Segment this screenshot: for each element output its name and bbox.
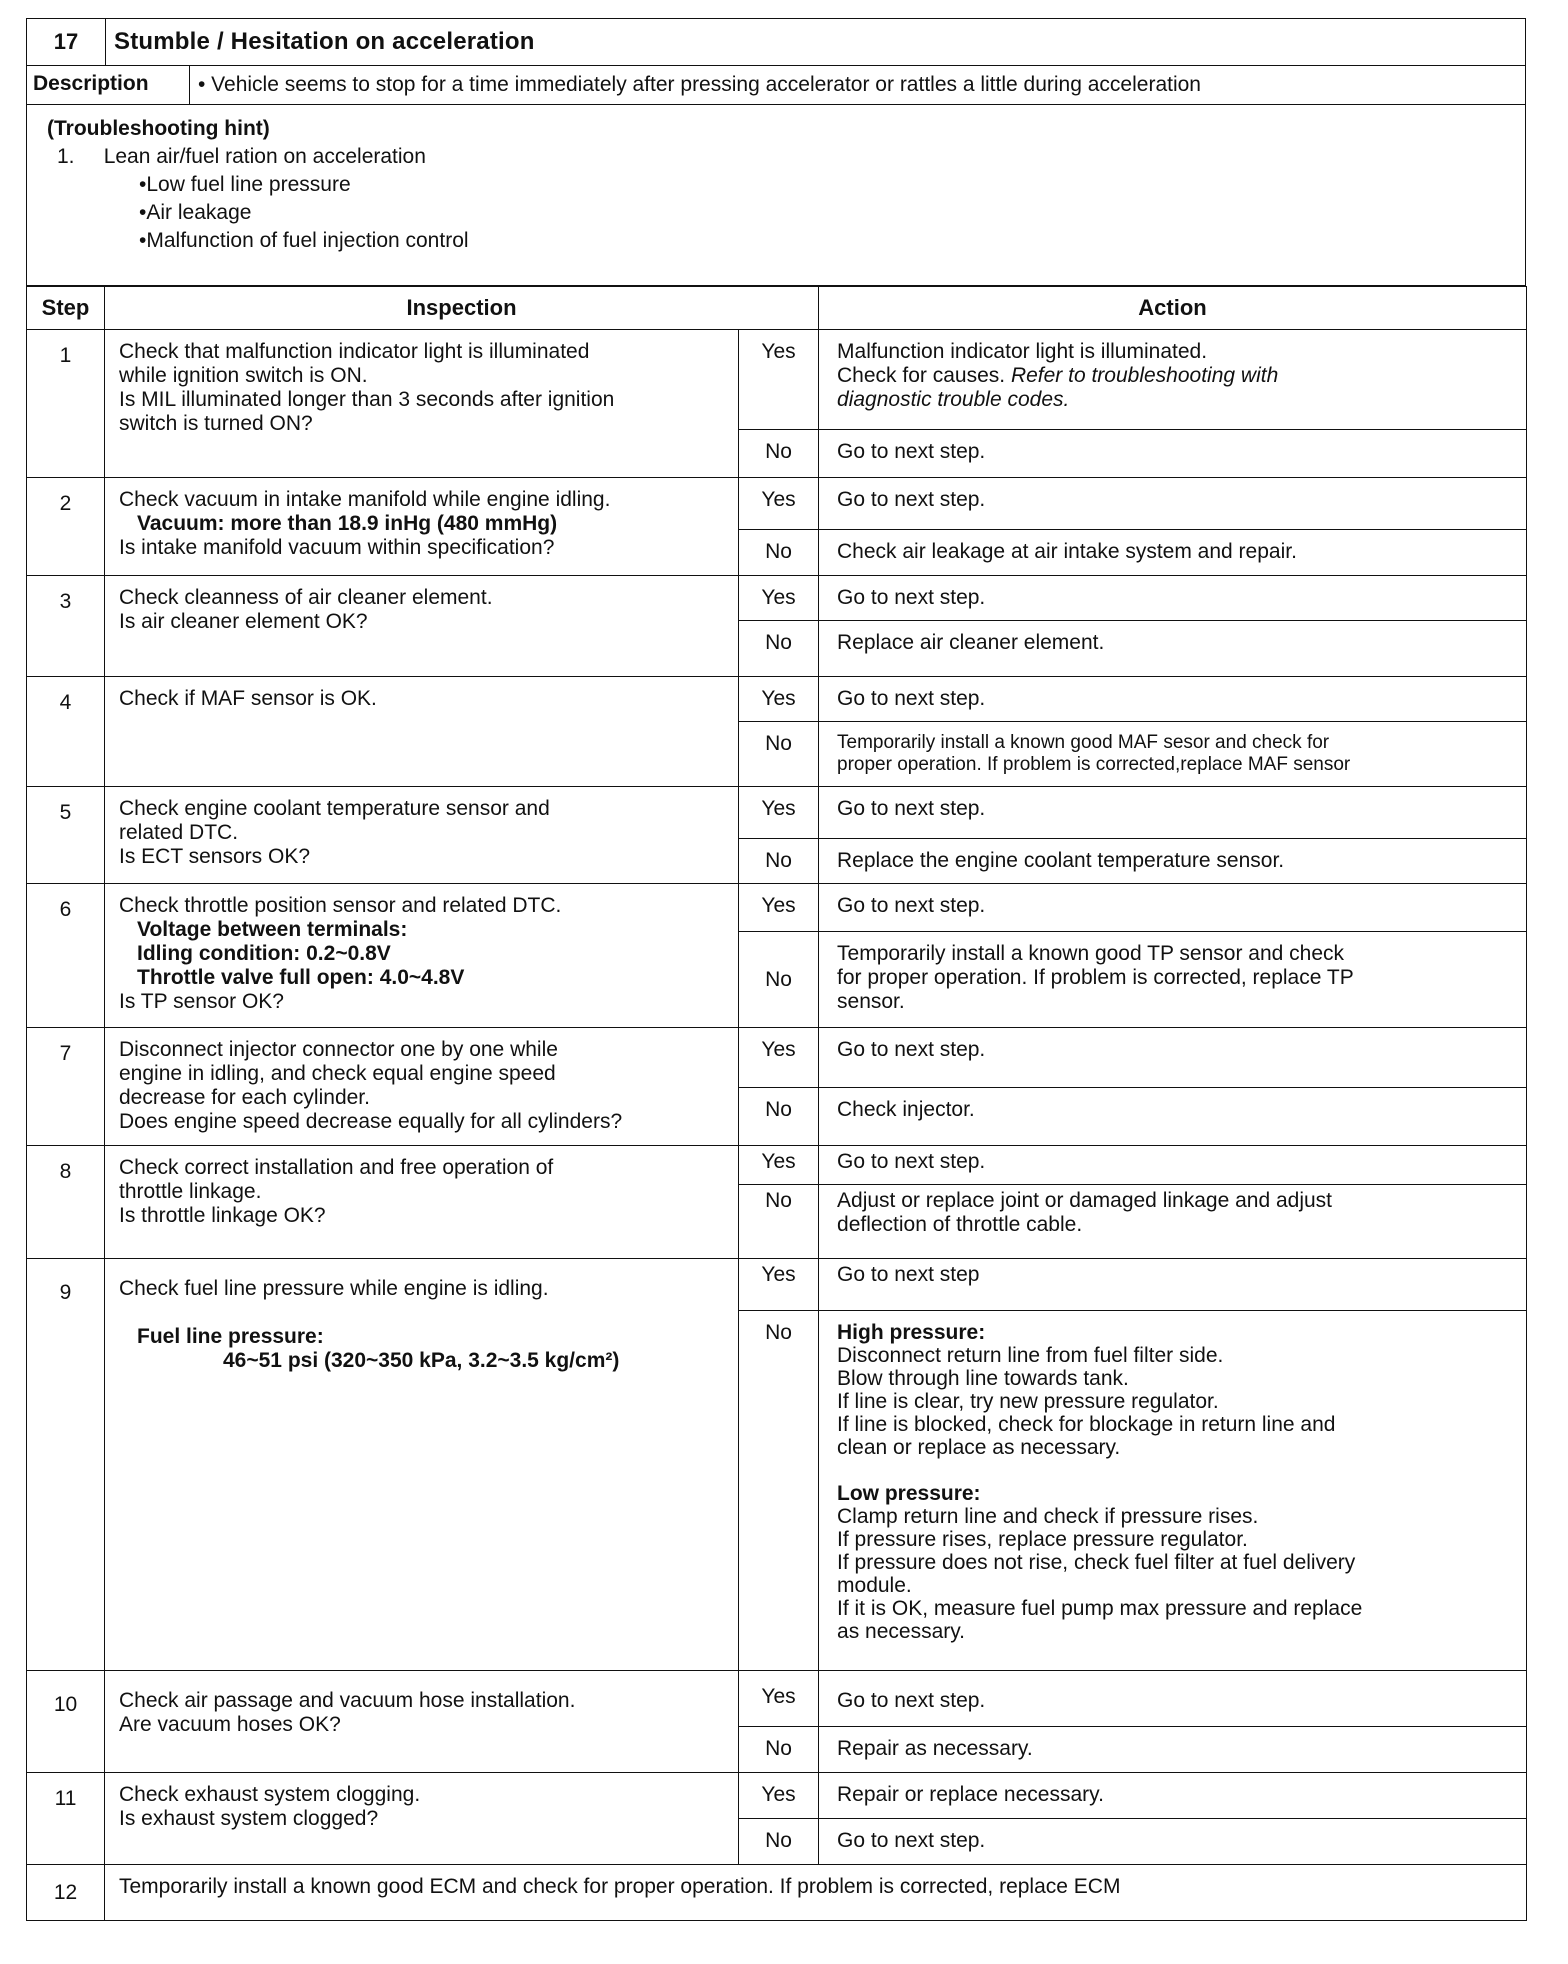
step-inspection: Check exhaust system clogging. Is exhaust system clogged? xyxy=(105,1773,739,1865)
step-inspection: Check correct installation and free operation of throttle linkage. Is throttle linkage OK? xyxy=(105,1146,739,1259)
no-action: Repair as necessary. xyxy=(819,1727,1527,1773)
step-inspection: Check engine coolant temperature sensor and related DTC. Is ECT sensors OK? xyxy=(105,787,739,884)
step-number: 8 xyxy=(27,1146,105,1259)
no-label: No xyxy=(739,621,819,677)
yes-label: Yes xyxy=(739,677,819,722)
no-label: No xyxy=(739,530,819,576)
no-label: No xyxy=(739,932,819,1028)
no-action: Go to next step. xyxy=(819,1819,1527,1865)
step-number: 9 xyxy=(27,1259,105,1671)
no-label: No xyxy=(739,1311,819,1671)
yes-action: Go to next step. xyxy=(819,576,1527,621)
yes-label: Yes xyxy=(739,884,819,932)
yes-label: Yes xyxy=(739,1146,819,1185)
no-label: No xyxy=(739,1185,819,1259)
no-action: Temporarily install a known good TP sensor and check for proper operation. If problem is corrected, replace TP sensor. xyxy=(819,932,1527,1028)
yes-label: Yes xyxy=(739,787,819,839)
column-action: Action xyxy=(819,287,1527,330)
no-label: No xyxy=(739,1727,819,1773)
description-table xyxy=(26,66,1526,286)
step-number: 5 xyxy=(27,787,105,884)
yes-action: Go to next step. xyxy=(819,787,1527,839)
step-inspection: Check throttle position sensor and related DTC. Voltage between terminals: Idling condition: 0.2~0.8V Throttle valve full open: 4.0~4.8V Is TP sensor OK? xyxy=(105,884,739,1028)
symptom-number: 17 xyxy=(27,19,106,66)
symptom-title: Stumble / Hesitation on acceleration xyxy=(106,19,1526,66)
step-number: 12 xyxy=(27,1865,105,1921)
step-inspection: Check air passage and vacuum hose installation. Are vacuum hoses OK? xyxy=(105,1671,739,1773)
hint-bullet: • Low fuel line pressure xyxy=(139,171,1505,199)
no-label: No xyxy=(739,1819,819,1865)
steps-table xyxy=(26,286,1527,1921)
no-action: Temporarily install a known good MAF sesor and check for proper operation. If problem is corrected,replace MAF sensor xyxy=(819,722,1527,787)
step-number: 11 xyxy=(27,1773,105,1865)
no-action: Check injector. xyxy=(819,1088,1527,1146)
no-label: No xyxy=(739,1088,819,1146)
yes-label: Yes xyxy=(739,576,819,621)
column-step: Step xyxy=(27,287,105,330)
no-action: Replace air cleaner element. xyxy=(819,621,1527,677)
step-inspection: Check cleanness of air cleaner element. Is air cleaner element OK? xyxy=(105,576,739,677)
step-number: 2 xyxy=(27,478,105,576)
description-label: Description xyxy=(27,66,190,105)
troubleshooting-sheet xyxy=(26,18,1526,1921)
hint-bullet: • Malfunction of fuel injection control xyxy=(139,227,1505,255)
description-text: • Vehicle seems to stop for a time immediately after pressing accelerator or rattles a little during acceleration xyxy=(190,66,1526,105)
troubleshooting-hint xyxy=(27,105,1526,286)
no-label: No xyxy=(739,430,819,478)
step-number: 4 xyxy=(27,677,105,787)
yes-action: Repair or replace necessary. xyxy=(819,1773,1527,1819)
step-inspection: Check that malfunction indicator light is illuminated while ignition switch is ON. Is MIL illuminated longer than 3 seconds after ignition switch is turned ON? xyxy=(105,330,739,478)
no-label: No xyxy=(739,839,819,884)
yes-action: Go to next step. xyxy=(819,1671,1527,1727)
yes-action: Go to next step. xyxy=(819,478,1527,530)
no-action: Go to next step. xyxy=(819,430,1527,478)
yes-action: Malfunction indicator light is illuminated. Check for causes. Refer to troubleshooting with diagnostic trouble codes. xyxy=(819,330,1527,430)
hint-bullets xyxy=(47,171,1505,255)
step-inspection: Disconnect injector connector one by one while engine in idling, and check equal engine speed decrease for each cylinder. Does engine speed decrease equally for all cylinders? xyxy=(105,1028,739,1146)
yes-label: Yes xyxy=(739,478,819,530)
no-action: Adjust or replace joint or damaged linkage and adjust deflection of throttle cable. xyxy=(819,1185,1527,1259)
hint-item: 1. Lean air/fuel ration on acceleration xyxy=(57,145,426,168)
step-inspection: Check vacuum in intake manifold while engine idling. Vacuum: more than 18.9 inHg (480 mmHg) Is intake manifold vacuum within specification? xyxy=(105,478,739,576)
hint-bullet: • Air leakage xyxy=(139,199,1505,227)
step-inspection: Temporarily install a known good ECM and check for proper operation. If problem is corrected, replace ECM xyxy=(105,1865,1527,1921)
yes-action: Go to next step. xyxy=(819,1028,1527,1088)
no-action: Check air leakage at air intake system and repair. xyxy=(819,530,1527,576)
yes-action: Go to next step. xyxy=(819,677,1527,722)
column-inspection: Inspection xyxy=(105,287,819,330)
no-label: No xyxy=(739,722,819,787)
step-number: 7 xyxy=(27,1028,105,1146)
step-inspection: Check fuel line pressure while engine is idling. Fuel line pressure: 46~51 psi (320~350 kPa, 3.2~3.5 kg/cm²) xyxy=(105,1259,739,1671)
yes-label: Yes xyxy=(739,1259,819,1311)
yes-label: Yes xyxy=(739,1028,819,1088)
step-number: 3 xyxy=(27,576,105,677)
yes-label: Yes xyxy=(739,1773,819,1819)
yes-action: Go to next step. xyxy=(819,1146,1527,1185)
yes-label: Yes xyxy=(739,330,819,430)
header-table xyxy=(26,18,1526,66)
step-inspection: Check if MAF sensor is OK. xyxy=(105,677,739,787)
step-number: 1 xyxy=(27,330,105,478)
step-number: 6 xyxy=(27,884,105,1028)
hint-title: (Troubleshooting hint) xyxy=(47,117,270,140)
step-number: 10 xyxy=(27,1671,105,1773)
yes-label: Yes xyxy=(739,1671,819,1727)
no-action: Replace the engine coolant temperature sensor. xyxy=(819,839,1527,884)
yes-action: Go to next step. xyxy=(819,884,1527,932)
yes-action: Go to next step xyxy=(819,1259,1527,1311)
no-action: High pressure: Disconnect return line from fuel filter side. Blow through line towards tank. If line is clear, try new pressure regulator. If line is blocked, check for blockage in return line and clean or replace as necessary. Low pressure: Clamp return line and check if pressure rises. If pressure rises, replace pressure regulator. If pressure does not rise, check fuel filter at fuel delivery module. If it is OK, measure fuel pump max pressure and replace as necessary. xyxy=(819,1311,1527,1671)
